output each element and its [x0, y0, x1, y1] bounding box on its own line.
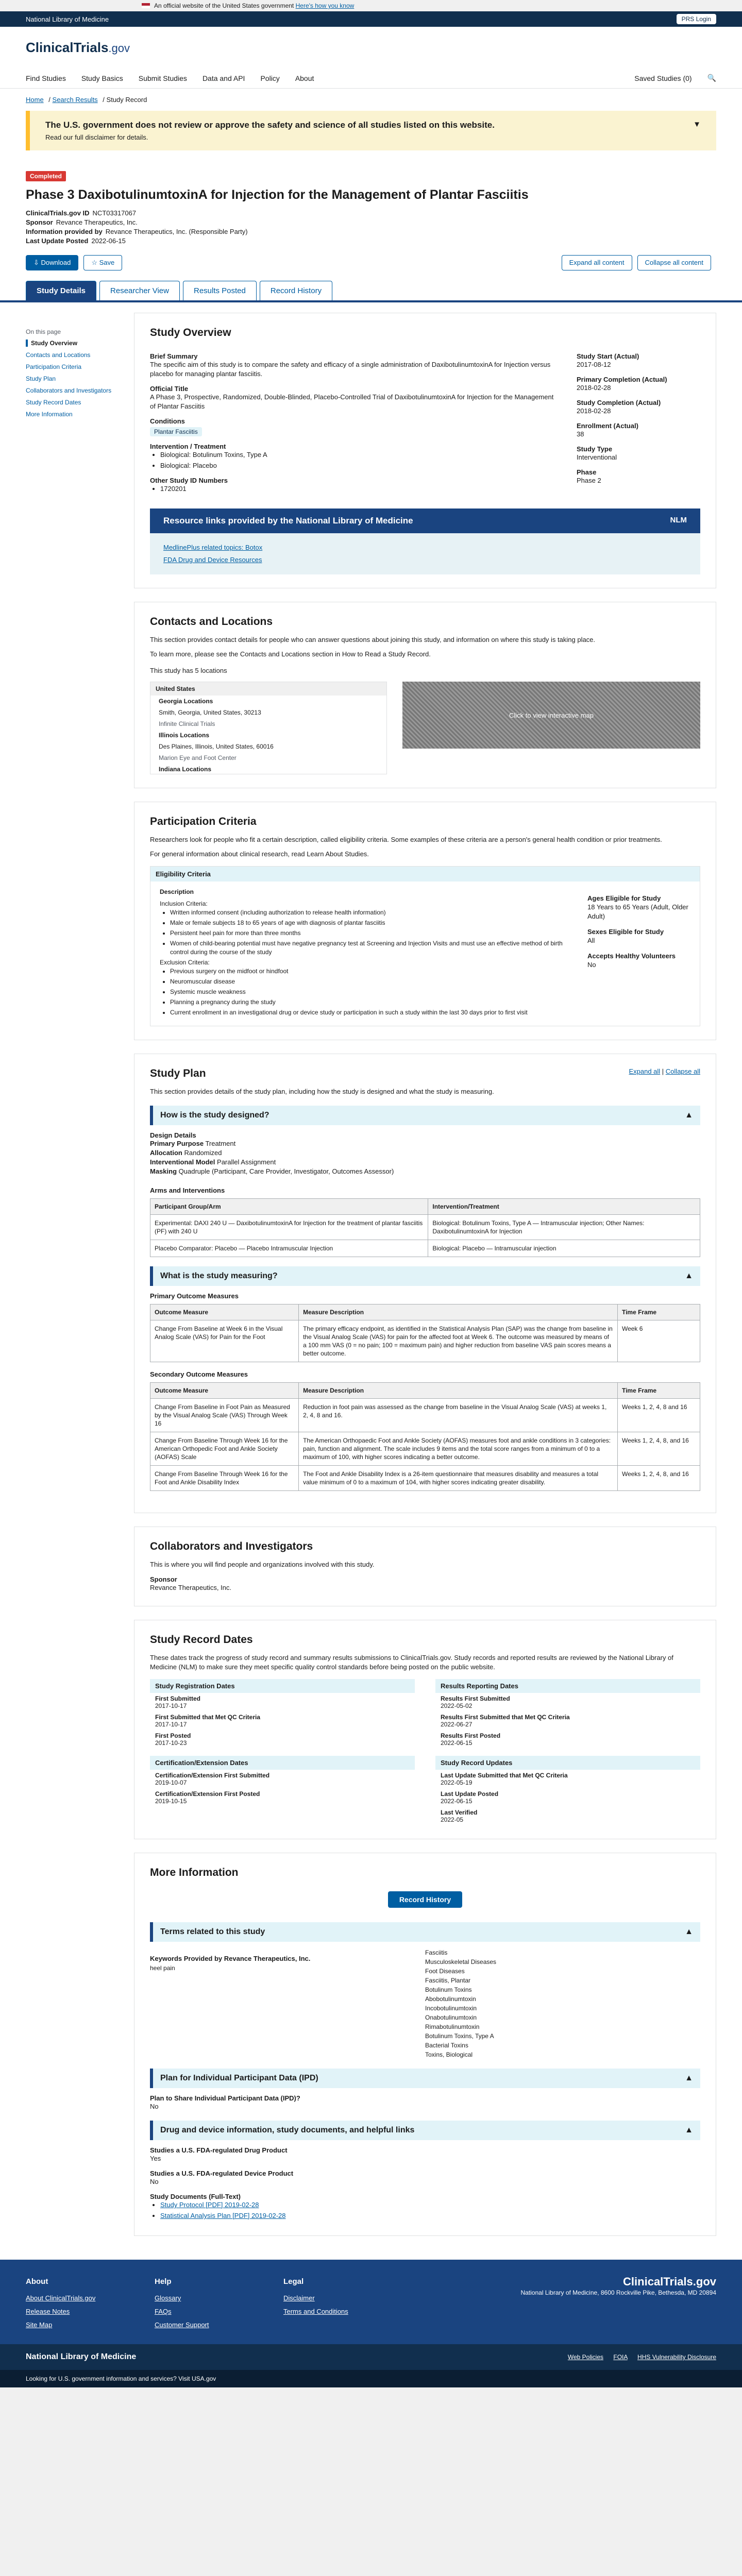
study-title: Phase 3 DaxibotulinumtoxinA for Injection for the Management of Plantar Fasciitis	[26, 188, 529, 202]
dates-group-head: Study Record Updates	[435, 1756, 700, 1770]
fda-device-label: Studies a U.S. FDA-regulated Device Product	[150, 2170, 294, 2177]
ages-label: Ages Eligible for Study	[587, 894, 661, 902]
outcome-description: The primary efficacy endpoint, as identified in the Statistical Analysis Plan (SAP) was the change from baseline in the Visual Analog Scale (VAS) for pain for the affected foot at Week 6. The outcome was measured by means of a 100 mm VAS (0 = no pain; 100 = maximum pain) and higher reduction from baseline VAS pain scores means a better outcome.	[299, 1320, 618, 1362]
footer-link[interactable]: Site Map	[26, 2321, 53, 2329]
tab-researcher-view[interactable]: Researcher View	[99, 281, 180, 300]
update-label: Last Update Posted	[26, 237, 89, 245]
study-overview-section	[134, 313, 716, 588]
mesh-term[interactable]: Rimabotulinumtoxin	[425, 2023, 480, 2030]
status-badge: Completed	[26, 171, 66, 181]
table-row	[150, 1466, 700, 1491]
footer-sub	[0, 2344, 742, 2370]
docs-label: Study Documents (Full-Text)	[150, 2193, 241, 2200]
gov-banner	[0, 0, 742, 11]
official-title: A Phase 3, Prospective, Randomized, Double-Blinded, Placebo-Controlled Trial of DaxibotulinumtoxinA for Injection for the Management of Plantar Fasciitis	[150, 393, 554, 410]
location-city: Des Plaines, Illinois, United States, 60016	[159, 743, 274, 750]
tab-study-details[interactable]: Study Details	[26, 281, 96, 300]
sexes-label: Sexes Eligible for Study	[587, 928, 664, 936]
location-state[interactable]: Georgia Locations	[159, 698, 213, 705]
fda-drug-label: Studies a U.S. FDA-regulated Drug Product	[150, 2146, 288, 2154]
id-label: ClinicalTrials.gov ID	[26, 209, 90, 217]
chevron-up-icon: ▲	[685, 1272, 693, 1280]
nav-study-basics[interactable]: Study Basics	[81, 74, 123, 82]
mesh-term[interactable]: Abobotulinumtoxin	[425, 1995, 476, 2003]
plan-intro: This section provides details of the study plan, including how the study is designed and what the study is measuring.	[150, 1088, 494, 1095]
side-nav-plan[interactable]: Study Plan	[26, 375, 56, 382]
breadcrumb: Home / Search Results / Study Record	[0, 89, 742, 111]
record-history-button[interactable]: Record History	[388, 1891, 462, 1908]
sponsor-label: Sponsor	[26, 218, 53, 226]
official-title-label: Official Title	[150, 385, 189, 393]
design-value: Quadruple (Participant, Care Provider, Investigator, Outcomes Assessor)	[178, 1167, 394, 1175]
table-row	[150, 1240, 700, 1257]
date-key: Results First Submitted that Met QC Criteria	[441, 1714, 570, 1721]
exclusion-item: • Current enrollment in an investigational drug or device study or participation in such a study within the last 30 days prior to first visit	[170, 1008, 572, 1017]
location-city: Smith, Georgia, United States, 30213	[159, 709, 261, 716]
collab-intro: This is where you will find people and organizations involved with this study.	[150, 1561, 375, 1568]
eligibility-box	[150, 866, 700, 1026]
dates-intro: These dates track the progress of study record and summary results submissions to ClinicalTrials.gov. Study records and reported results are reviewed by the National Library of Medicine (NLM) to make sure they meet specific quality control standards before being posted on the public website.	[150, 1654, 673, 1671]
date-key: Last Update Posted	[441, 1790, 499, 1798]
mesh-term[interactable]: Botulinum Toxins	[425, 1986, 472, 1993]
side-nav	[26, 313, 134, 2249]
record-dates-section	[134, 1620, 716, 1839]
description-label: Description	[160, 888, 194, 895]
outcome-description: The American Orthopaedic Foot and Ankle Society (AOFAS) measures foot and ankle conditions in 3 categories: pain, function and alignment. The scale includes 9 items and the total score ranges from a minimum of 0 to a maximum of 100, with higher scores indicating a better outcome.	[299, 1432, 618, 1466]
contacts-section	[134, 602, 716, 788]
outcome-description: Reduction in foot pain was assessed as the change from baseline in the Visual Analog Scale (VAS) at weeks 1, 2, 4, 8 and 16.	[299, 1399, 618, 1432]
side-key: Study Completion (Actual)	[577, 399, 661, 406]
sponsor-value: Revance Therapeutics, Inc.	[56, 218, 138, 226]
outcome-measure: Change From Baseline Through Week 16 for the Foot and Ankle Disability Index	[150, 1466, 299, 1491]
site-logo[interactable]	[26, 40, 130, 56]
other-ids-label: Other Study ID Numbers	[150, 477, 228, 484]
nav-find-studies[interactable]: Find Studies	[26, 74, 66, 82]
side-nav-overview[interactable]: Study Overview	[26, 340, 134, 347]
breadcrumb-search-results[interactable]: Search Results	[52, 96, 98, 104]
design-value: Parallel Assignment	[217, 1158, 276, 1166]
side-nav-more[interactable]: More Information	[26, 411, 73, 418]
intervention-label: Intervention / Treatment	[150, 443, 226, 450]
nlm-brand: NLM	[670, 516, 687, 524]
fda-device-value: No	[150, 2178, 159, 2185]
terms-title: Terms related to this study	[160, 1927, 265, 1936]
logo-name: ClinicalTrials	[26, 39, 109, 55]
criteria-title: Participation Criteria	[150, 816, 257, 827]
secondary-outcomes-label: Secondary Outcome Measures	[150, 1370, 248, 1378]
contacts-title: Contacts and Locations	[150, 616, 273, 628]
locations-count: This study has 5 locations	[150, 667, 227, 674]
footer-bottom: Looking for U.S. government information and services? Visit USA.gov	[0, 2370, 742, 2387]
us-flag-icon	[142, 3, 150, 8]
nct-id: NCT03317067	[92, 209, 137, 217]
date-value: 2022-06-27	[441, 1721, 473, 1728]
inclusion-item: • Male or female subjects 18 to 65 years of age with diagnosis of plantar fasciitis	[170, 919, 572, 927]
bookmark-icon: ☆	[91, 259, 98, 266]
drug-title: Drug and device information, study documents, and helpful links	[160, 2126, 415, 2134]
map-label: Click to view interactive map	[509, 711, 594, 719]
outcome-measure: Change From Baseline at Week 6 in the Visual Analog Scale (VAS) for Pain for the Foot	[150, 1320, 299, 1362]
date-value: 2022-06-15	[441, 1798, 473, 1805]
arm-cell: Placebo Comparator: Placebo — Placebo Intramuscular Injection	[150, 1240, 428, 1257]
nlm-bar	[0, 11, 742, 27]
keyword: heel pain	[150, 1964, 175, 1972]
ipd-title: Plan for Individual Participant Data (IPD)	[160, 2074, 318, 2082]
country-heading: United States	[150, 682, 386, 696]
mesh-term[interactable]: Foot Diseases	[425, 1968, 465, 1975]
date-value: 2019-10-07	[155, 1779, 187, 1786]
inclusion-item: • Persistent heel pain for more than three months	[170, 929, 572, 938]
fda-resources-link[interactable]: FDA Drug and Device Resources	[163, 556, 262, 564]
side-nav-collaborators[interactable]: Collaborators and Investigators	[26, 387, 112, 394]
arms-header: Intervention/Treatment	[428, 1199, 700, 1215]
ipd-label: Plan to Share Individual Participant Data (IPD)?	[150, 2094, 300, 2102]
contacts-intro: This section provides contact details for people who can answer questions about joining this study, and information on where this study is taking place.	[150, 636, 596, 643]
outcome-header: Outcome Measure	[150, 1383, 299, 1399]
date-value: 2022-05-19	[441, 1779, 473, 1786]
collab-sponsor-label: Sponsor	[150, 1575, 177, 1583]
brief-summary: The specific aim of this study is to compare the safety and efficacy of a single administration of DaxibotulinumtoxinA for Injection versus placebo for managing plantar fasciitis.	[150, 361, 551, 378]
other-id: • 1720201	[160, 484, 556, 494]
gov-banner-link[interactable]: Here's how you know	[295, 2, 355, 9]
side-nav-dates[interactable]: Study Record Dates	[26, 399, 81, 406]
date-key: Last Verified	[441, 1809, 478, 1816]
footer-link[interactable]: Customer Support	[155, 2321, 209, 2329]
site-header	[0, 27, 742, 68]
outcome-measure: Change From Baseline in Foot Pain as Measured by the Visual Analog Scale (VAS) Through Week 16	[150, 1399, 299, 1432]
healthy-label: Accepts Healthy Volunteers	[587, 952, 676, 960]
primary-outcomes-table	[150, 1304, 700, 1362]
measure-accordion[interactable]	[150, 1266, 700, 1286]
date-key: Certification/Extension First Posted	[155, 1790, 260, 1798]
update-value: 2022-06-15	[91, 237, 126, 245]
exclusion-item: • Systemic muscle weakness	[170, 988, 572, 996]
dates-group-head: Study Registration Dates	[150, 1679, 415, 1693]
tab-results-posted[interactable]: Results Posted	[183, 281, 257, 300]
date-key: First Submitted	[155, 1695, 201, 1702]
arms-table	[150, 1198, 700, 1257]
inclusion-item: • Written informed consent (including authorization to release health information)	[170, 908, 572, 917]
exclusion-item: • Neuromuscular disease	[170, 977, 572, 986]
ipd-value: No	[150, 2103, 159, 2110]
footer-policy-link[interactable]: HHS Vulnerability Disclosure	[637, 2353, 716, 2361]
locations-list	[150, 682, 387, 774]
inclusion-item: • Women of child-bearing potential must have negative pregnancy test at Screening and Injection Visits and must use an effective method of birth control during the course of the study	[170, 939, 572, 957]
collab-sponsor: Revance Therapeutics, Inc.	[150, 1584, 232, 1591]
date-key: Certification/Extension First Submitted	[155, 1772, 270, 1779]
outcome-measure: Change From Baseline Through Week 16 for the American Orthopedic Foot and Ankle Society (AOFAS) Scale	[150, 1432, 299, 1466]
footer-link[interactable]: Disclaimer	[283, 2294, 315, 2302]
ages-value: 18 Years to 65 Years (Adult, Older Adult)	[587, 903, 688, 920]
mesh-term[interactable]: Musculoskeletal Diseases	[425, 1958, 497, 1965]
saved-studies-link[interactable]: Saved Studies (0)	[634, 74, 692, 82]
resource-title: Resource links provided by the National Library of Medicine	[163, 516, 413, 526]
locations-map[interactable]	[402, 682, 700, 749]
location-site: Infinite Clinical Trials	[159, 720, 215, 727]
criteria-intro: Researchers look for people who fit a certain description, called eligibility criteria. Some examples of these criteria are a person's general health condition or prior treatments.	[150, 836, 662, 843]
intervention-cell: Biological: Placebo — Intramuscular injection	[428, 1240, 700, 1257]
breadcrumb-current: Study Record	[106, 96, 147, 104]
location-site: Marion Eye and Foot Center	[159, 754, 237, 761]
table-row	[150, 1432, 700, 1466]
side-value: Interventional	[577, 453, 617, 461]
design-accordion[interactable]	[150, 1106, 700, 1125]
overview-title: Study Overview	[150, 327, 231, 338]
outcome-header: Time Frame	[617, 1383, 700, 1399]
design-key: Primary Purpose	[150, 1140, 204, 1147]
sap-link[interactable]: Statistical Analysis Plan [PDF] 2019-02-28	[160, 2212, 286, 2219]
footer-link[interactable]: About ClinicalTrials.gov	[26, 2294, 96, 2302]
save-label: Save	[99, 259, 115, 266]
footer-policy-link[interactable]: FOIA	[613, 2353, 628, 2361]
fda-drug-value: Yes	[150, 2155, 161, 2162]
table-row	[150, 1215, 700, 1240]
footer-col-title: Legal	[283, 2277, 304, 2286]
mesh-term[interactable]: Incobotulinumtoxin	[425, 2005, 477, 2012]
mesh-term[interactable]: Toxins, Biological	[425, 2051, 473, 2058]
side-value: 2018-02-28	[577, 407, 611, 415]
collaborators-section	[134, 1527, 716, 1606]
date-key: Last Update Submitted that Met QC Criteria	[441, 1772, 568, 1779]
footer	[0, 2260, 742, 2344]
medlineplus-link[interactable]: MedlinePlus related topics: Botox	[163, 544, 263, 551]
date-value: 2017-10-23	[155, 1739, 187, 1747]
primary-outcomes-label: Primary Outcome Measures	[150, 1292, 239, 1300]
main-nav	[0, 68, 742, 89]
nlm-org[interactable]: National Library of Medicine	[26, 15, 109, 23]
date-value: 2022-05-02	[441, 1702, 473, 1709]
brief-summary-label: Brief Summary	[150, 352, 198, 360]
arms-label: Arms and Interventions	[150, 1187, 225, 1194]
nav-policy[interactable]: Policy	[260, 74, 280, 82]
eligibility-title: Eligibility Criteria	[150, 867, 700, 882]
nav-data-api[interactable]: Data and API	[202, 74, 245, 82]
chevron-up-icon: ▲	[685, 1111, 693, 1120]
study-protocol-link[interactable]: Study Protocol [PDF] 2019-02-28	[160, 2201, 259, 2209]
design-value: Randomized	[184, 1149, 222, 1157]
dates-group-head: Results Reporting Dates	[435, 1679, 700, 1693]
ipd-accordion[interactable]	[150, 2069, 700, 2088]
footer-link[interactable]: Glossary	[155, 2294, 181, 2302]
side-nav-criteria[interactable]: Participation Criteria	[26, 363, 82, 370]
mesh-term[interactable]: Fasciitis, Plantar	[425, 1977, 471, 1984]
healthy-value: No	[587, 961, 596, 969]
location-state[interactable]: Illinois Locations	[159, 732, 210, 739]
more-info-section	[134, 1853, 716, 2236]
study-plan-section: Study Plan Expand all | Collapse all This section provides details of the study plan, including how the study is designed and what the study is measuring. How is the study designed? ▲ Design Details Primary Purpose Treatment Allocation Randomized Interventional Model Parallel Assignment Masking Quadruple (Participant, Care Provider, Investigator, Outcomes Assessor) Arms and Interventions Participant Group/Arm Intervention/Treatment Experimental: DAXI 240 U — DaxibotulinumtoxinA for Injection for the treatment of plantar fasciitis (PF) with 240 U Biological: Botulinum Toxins, Type A — Intramuscular injection; Other Names: DaxibotulinumtoxinA for Injection Placebo Comparator: Placebo — Placebo Intramuscular Injection Biological: Placebo — Intramuscular injection What is the study measuring? ▲ Primary Outcome Measures Outcome Measure Measure Description Time Frame Change From Baseline at Week 6 in the Visual Analog Scale (VAS) for Pain for the Foot The primary efficacy endpoint, as identified in the Statistical Analysis Plan (SAP) was the change from baseline in the Visual Analog Scale (VAS) for pain for the affected foot at Week 6. The outcome was measured by means of a 100 mm VAS (0 = no pain; 100 = maximum pain) and higher reduction from baseline VAS pain scores means a better outcome. Week 6 Secondary Outcome Measures Outcome Measure Measure Description Time Frame Change From Baseline in Foot Pain as Measured by the Visual Analog Scale (VAS) Through Week 16 Reduction in foot pain was assessed as the change from baseline in the Visual Analog Scale (VAS) at weeks 1, 2, 4, 8 and 16. Weeks 1, 2, 4, 8 and 16 Change From Baseline Through Week 16 for the American Orthopedic Foot and Ankle Society (AOFAS) Scale The American Orthopaedic Foot and Ankle Society (AOFAS) measures foot and ankle conditions in 3 categories: pain, function and alignment. The scale includes 9 items and the total score ranges from a minimum of 0 to a maximum of 100, with higher scores indicating a better outcome. Weeks 1, 2, 4, 8, and 16 Change From Baseline Through Week 16 for the Foot and Ankle Disability Index The Foot and Ankle Disability Index is a 26-item questionnaire that measures disability and measures a total value minimum of 0 to a maximum of 104, with higher scores indicating greater disability. Weeks 1, 2, 4, 8, and 16	[134, 1054, 716, 1513]
footer-brand[interactable]: ClinicalTrials.gov	[623, 2275, 716, 2288]
secondary-outcomes-table	[150, 1382, 700, 1491]
nav-submit-studies[interactable]: Submit Studies	[138, 74, 187, 82]
date-value: 2022-05	[441, 1816, 464, 1823]
footer-nlm[interactable]: National Library of Medicine	[26, 2352, 137, 2361]
mesh-term[interactable]: Fasciitis	[425, 1949, 448, 1956]
outcome-timeframe: Weeks 1, 2, 4, 8 and 16	[617, 1399, 700, 1432]
outcome-timeframe: Weeks 1, 2, 4, 8, and 16	[617, 1466, 700, 1491]
date-value: 2017-10-17	[155, 1721, 187, 1728]
conditions-label: Conditions	[150, 417, 185, 425]
criteria-section	[134, 802, 716, 1040]
date-key: Results First Submitted	[441, 1695, 510, 1702]
side-key: Phase	[577, 468, 597, 476]
inclusion-label: Inclusion Criteria:	[160, 900, 208, 907]
alert-title: The U.S. government does not review or approve the safety and science of all studies listed on this website.	[45, 120, 495, 130]
side-key: Study Start (Actual)	[577, 352, 639, 360]
intervention-item: • Biological: Placebo	[160, 461, 556, 470]
date-value: 2022-06-15	[441, 1739, 473, 1747]
intervention-item: • Biological: Botulinum Toxins, Type A	[160, 450, 556, 460]
prs-login-button[interactable]: PRS Login	[677, 14, 716, 24]
plan-expand-all[interactable]: Expand all	[629, 1067, 661, 1075]
design-title: How is the study designed?	[160, 1111, 269, 1120]
outcome-header: Measure Description	[299, 1383, 618, 1399]
mesh-term[interactable]: Bacterial Toxins	[425, 2042, 468, 2049]
gov-banner-text: An official website of the United States government	[154, 2, 294, 9]
terms-accordion[interactable]	[150, 1922, 700, 1942]
condition-chip[interactable]: Plantar Fasciitis	[150, 427, 202, 436]
date-key: First Submitted that Met QC Criteria	[155, 1714, 261, 1721]
chevron-down-icon[interactable]: ▼	[693, 120, 701, 129]
criteria-general: For general information about clinical research, read Learn About Studies.	[150, 850, 369, 858]
date-value: 2019-10-15	[155, 1798, 187, 1805]
chevron-up-icon: ▲	[685, 1927, 693, 1936]
dates-title: Study Record Dates	[150, 1634, 253, 1646]
design-label: Design Details	[150, 1131, 196, 1139]
outcome-timeframe: Week 6	[617, 1320, 700, 1362]
exclusion-item: • Planning a pregnancy during the study	[170, 998, 572, 1007]
arm-cell: Experimental: DAXI 240 U — DaxibotulinumtoxinA for Injection for the treatment of plantar fasciitis (PF) with 240 U	[150, 1215, 428, 1240]
side-value: 2017-08-12	[577, 361, 611, 368]
tab-record-history[interactable]: Record History	[260, 281, 332, 300]
side-key: Study Type	[577, 445, 613, 453]
tab-bar	[0, 281, 742, 302]
footer-link[interactable]: FAQs	[155, 2308, 172, 2315]
design-value: Treatment	[205, 1140, 236, 1147]
chevron-up-icon: ▲	[685, 2126, 693, 2134]
intervention-cell: Biological: Botulinum Toxins, Type A — Intramuscular injection; Other Names: DaxibotulinumtoxinA for Injection	[428, 1215, 700, 1240]
footer-policy-link[interactable]: Web Policies	[567, 2353, 604, 2361]
table-row	[150, 1320, 700, 1362]
collab-title: Collaborators and Investigators	[150, 1540, 313, 1552]
design-key: Interventional Model	[150, 1158, 215, 1166]
sexes-value: All	[587, 937, 595, 944]
mesh-term[interactable]: Onabotulinumtoxin	[425, 2014, 477, 2021]
date-key: Results First Posted	[441, 1732, 501, 1739]
download-icon: ⇩	[33, 259, 39, 266]
footer-address: National Library of Medicine, 8600 Rockville Pike, Bethesda, MD 20894	[520, 2289, 716, 2296]
outcome-header: Outcome Measure	[150, 1304, 299, 1320]
side-nav-contacts[interactable]: Contacts and Locations	[26, 351, 91, 359]
search-icon[interactable]: 🔍	[707, 74, 716, 82]
study-header	[0, 161, 742, 281]
side-value: Phase 2	[577, 477, 601, 484]
outcome-header: Measure Description	[299, 1304, 618, 1320]
footer-col-title: Help	[155, 2277, 172, 2286]
footer-link[interactable]: Release Notes	[26, 2308, 70, 2315]
nav-about[interactable]: About	[295, 74, 314, 82]
side-value: 2018-02-28	[577, 384, 611, 392]
contacts-learn: To learn more, please see the Contacts and Locations section in How to Read a Study Record.	[150, 650, 431, 658]
drug-accordion[interactable]	[150, 2121, 700, 2140]
plan-title: Study Plan	[150, 1067, 206, 1079]
plan-collapse-all[interactable]: Collapse all	[665, 1067, 700, 1075]
info-label: Information provided by	[26, 228, 103, 235]
measure-title: What is the study measuring?	[160, 1272, 278, 1280]
outcome-timeframe: Weeks 1, 2, 4, 8, and 16	[617, 1432, 700, 1466]
collapse-all-button[interactable]: Collapse all content	[637, 255, 711, 270]
date-value: 2017-10-17	[155, 1702, 187, 1709]
outcome-description: The Foot and Ankle Disability Index is a 26-item questionnaire that measures disability and measures a total value minimum of 0 to a maximum of 104, with higher scores indicating greater disability.	[299, 1466, 618, 1491]
table-row	[150, 1399, 700, 1432]
keywords-label: Keywords Provided by Revance Therapeutics, Inc.	[150, 1955, 311, 1962]
design-key: Masking	[150, 1167, 177, 1175]
breadcrumb-home[interactable]: Home	[26, 96, 44, 104]
chevron-up-icon: ▲	[685, 2074, 693, 2082]
alert-text: Read our full disclaimer for details.	[45, 133, 148, 141]
disclaimer-alert	[26, 111, 716, 150]
more-title: More Information	[150, 1867, 239, 1878]
mesh-term[interactable]: Botulinum Toxins, Type A	[425, 2032, 494, 2040]
download-label: Download	[41, 259, 71, 266]
exclusion-item: • Previous surgery on the midfoot or hindfoot	[170, 967, 572, 976]
location-state[interactable]: Indiana Locations	[159, 766, 212, 773]
exclusion-label: Exclusion Criteria:	[160, 959, 210, 966]
outcome-header: Time Frame	[617, 1304, 700, 1320]
dates-group-head: Certification/Extension Dates	[150, 1756, 415, 1770]
date-key: First Posted	[155, 1732, 191, 1739]
resource-body	[150, 533, 700, 574]
logo-suffix: .gov	[108, 41, 130, 55]
info-value: Revance Therapeutics, Inc. (Responsible Party)	[105, 228, 248, 235]
footer-col-title: About	[26, 2277, 48, 2286]
expand-all-button[interactable]: Expand all content	[562, 255, 632, 270]
download-button[interactable]	[26, 255, 78, 270]
footer-link[interactable]: Terms and Conditions	[283, 2308, 348, 2315]
side-nav-title: On this page	[26, 328, 61, 335]
nlm-resource-header[interactable]	[150, 509, 700, 533]
save-button[interactable]	[83, 255, 122, 270]
side-value: 38	[577, 430, 584, 438]
arms-header: Participant Group/Arm	[150, 1199, 428, 1215]
design-key: Allocation	[150, 1149, 182, 1157]
side-key: Primary Completion (Actual)	[577, 376, 667, 383]
side-key: Enrollment (Actual)	[577, 422, 638, 430]
